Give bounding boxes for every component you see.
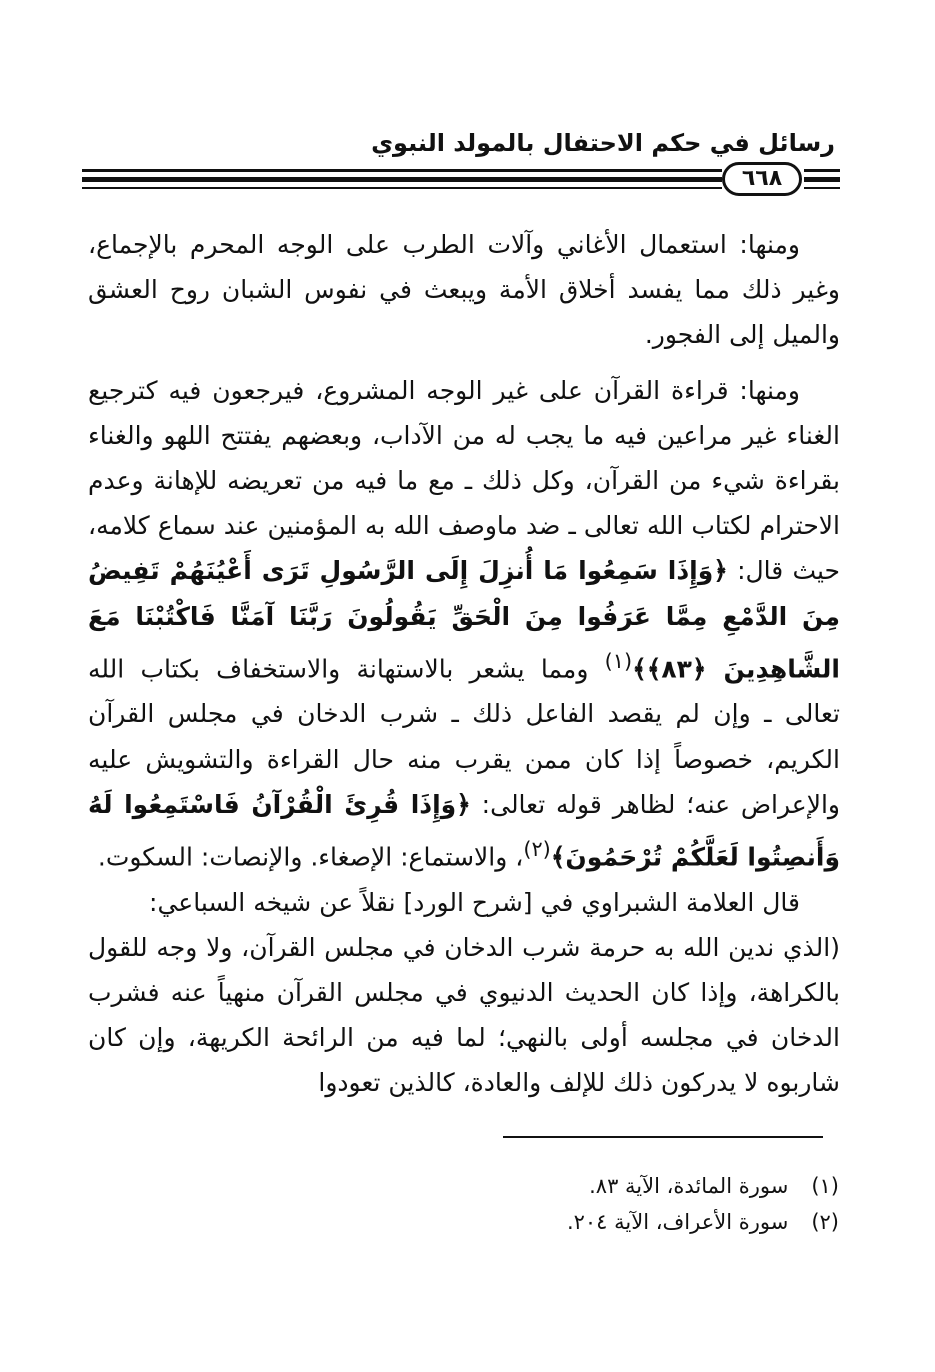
header-rule-line xyxy=(82,177,722,182)
paragraph-text: ومما يشعر بالاستهانة والاستخفاف بكتاب الله تعالى ـ وإن لم يقصد الفاعل ذلك ـ شرب الدخان في مجلس القرآن الكريم، خصوصاً إذا كان ممن يقرب منه حال القراءة والتشويش عليه والإعراض عنه؛ لظاهر قوله تعالى: xyxy=(88,654,840,819)
paragraph xyxy=(88,368,840,880)
header-rule-line xyxy=(804,169,840,172)
paragraph-text: ، والاستماع: الإصغاء. والإنصات: السكوت. xyxy=(97,842,524,872)
footnotes xyxy=(339,1168,839,1240)
footnote-text: سورة الأعراف، الآية ٢٠٤. xyxy=(566,1210,789,1234)
header-rule-line xyxy=(804,177,840,182)
quran-verse: ﴿وَإِذَا سَمِعُوا مَا أُنزِلَ إِلَى الرَّسُولِ تَرَى أَعْيُنَهُمْ تَفِيضُ مِنَ الدَّمْعِ مِمَّا عَرَفُوا مِنَ الْحَقِّ يَقُولُونَ رَبَّنَا آمَنَّا فَاكْتُبْنَا مَعَ الشَّاهِدِينَ ﴿٨٣﴾﴾ xyxy=(88,556,840,684)
footnote-number: (١) xyxy=(811,1174,839,1198)
paragraph: قال العلامة الشبراوي في [شرح الورد] نقلاً عن شيخه السباعي: xyxy=(149,887,800,917)
running-title: رسائل في حكم الاحتفال بالمولد النبوي xyxy=(371,129,835,157)
footnote-text: سورة المائدة، الآية ٨٣. xyxy=(589,1174,789,1198)
paragraph-text: ومنها: قراءة القرآن على غير الوجه المشروع، فيرجعون فيه كترجيع الغناء غير مراعين فيه ما يجب له من الآداب، وبعضهم يفتتح اللهو والغناء بقراءة شيء من القرآن، وكل ذلك ـ مع ما فيه من تعريضه للإهانة وعدم الاحترام لكتاب الله تعالى ـ ضد ماوصف الله به المؤمنين عند سماع كلامه، حيث قال: xyxy=(88,375,840,586)
footnote xyxy=(339,1204,839,1240)
footnote-separator xyxy=(503,1136,823,1138)
footnote-marker: (٢) xyxy=(523,836,551,861)
paragraph: (الذي ندين الله به حرمة شرب الدخان في مجلس القرآن، ولا وجه للقول بالكراهة، وإذا كان الحديث الدنيوي في مجلس القرآن منهياً عنه فشرب الدخان في مجلسه أولى بالنهي؛ لما فيه من الرائحة الكريهة، وإن كان شاربوه لا يدركون ذلك للإلف والعادة، كالذين تعودوا xyxy=(88,932,840,1098)
quran-verse: ﴿وَإِذَا قُرِئَ الْقُرْآنُ فَاسْتَمِعُوا لَهُ وَأَنصِتُوا لَعَلَّكُمْ تُرْحَمُونَ﴾ xyxy=(88,789,840,872)
footnote xyxy=(339,1168,839,1204)
header-rule-line xyxy=(804,187,840,189)
header-rule-line xyxy=(82,187,722,189)
header-rule xyxy=(82,162,840,202)
header-rule-line xyxy=(82,169,722,172)
paragraph: ومنها: استعمال الأغاني وآلات الطرب على الوجه المحرم بالإجماع، وغير ذلك مما يفسد أخلاق الأمة ويبعث في نفوس الشبان روح العشق والميل إلى الفجور. xyxy=(88,230,840,350)
body-text xyxy=(88,222,840,1106)
footnote-marker: (١) xyxy=(604,648,633,673)
page-number: ٦٦٨ xyxy=(722,162,802,196)
footnote-number: (٢) xyxy=(811,1210,839,1234)
